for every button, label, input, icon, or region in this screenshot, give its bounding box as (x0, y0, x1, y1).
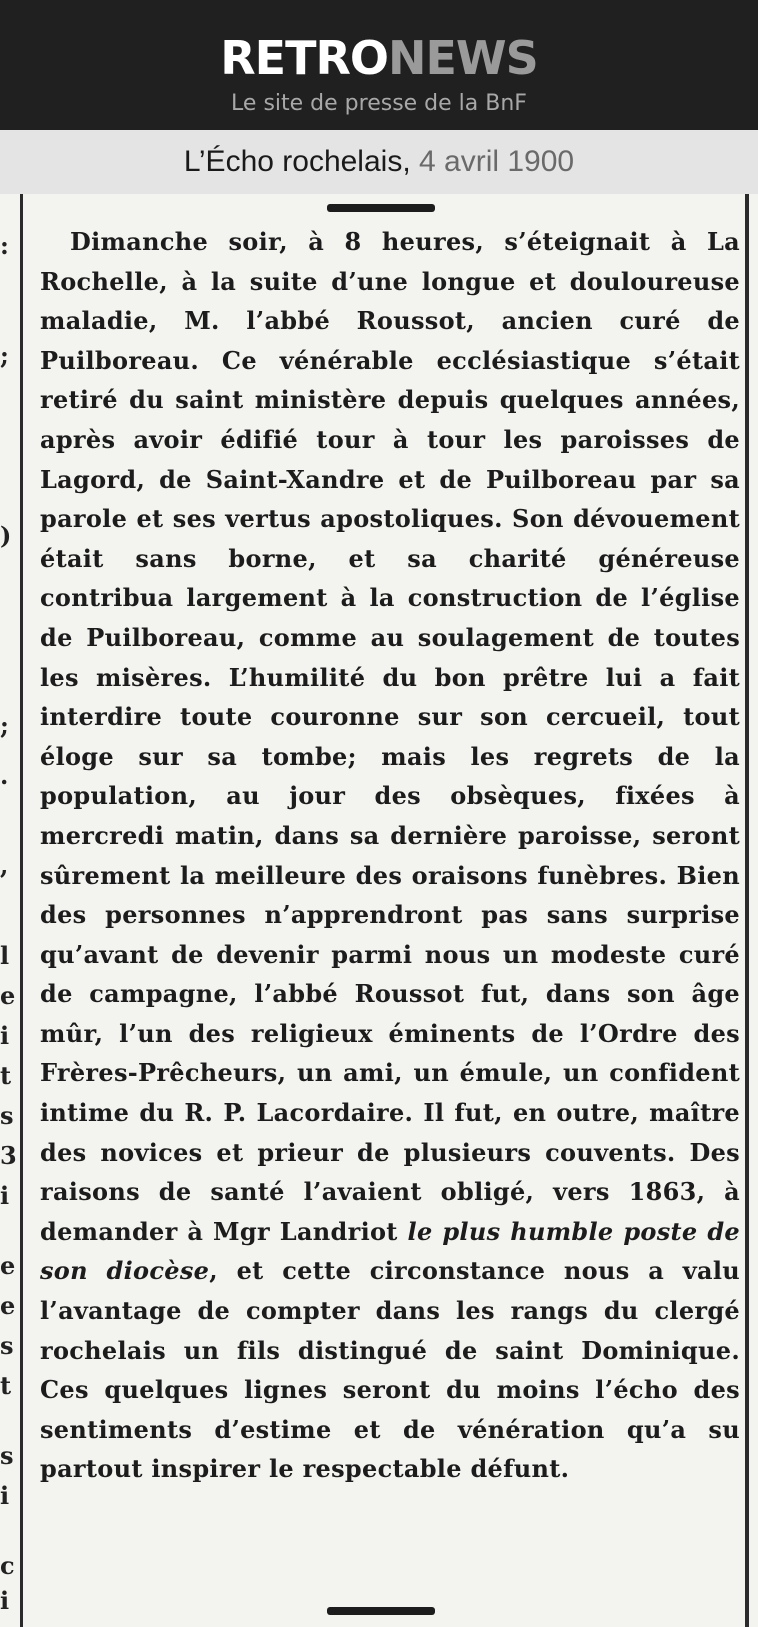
site-header (0, 0, 758, 130)
column-rule-left (20, 194, 23, 1627)
separator-bottom (327, 1607, 435, 1615)
source-bar (0, 130, 758, 194)
publication-date: 4 avril 1900 (419, 145, 575, 178)
separator-top (327, 204, 435, 212)
column-rule-right (745, 194, 749, 1627)
logo-news: NEWS (387, 31, 538, 85)
retronews-logo[interactable] (0, 30, 758, 86)
site-tagline: Le site de presse de la BnF (231, 91, 527, 116)
logo-retro: RETRO (220, 31, 388, 85)
publication-name: L’Écho rochelais, (183, 145, 411, 178)
article-text-part-1: Dimanche soir, à 8 heures, s’éteignait à La Rochelle, à la suite d’une longue et douloureuse maladie, M. l’abbé Roussot, ancien curé de Puilboreau. Ce vénérable ecclésiastique s’était retiré du saint ministère depuis quelques années, après avoir édifié tour à tour les paroisses de Lagord, de Saint-Xandre et de Puilboreau par sa parole et ses vertus apostoliques. Son dévouement était sans borne, et sa charité généreuse contribua largement à la construction de l’église de Puilboreau, comme au soulagement de toutes les misères. L’humilité du bon prêtre lui a fait interdire toute couronne sur son cercueil, tout éloge sur sa tombe; mais les regrets de la population, au jour des obsèques, fixées à mercredi matin, dans sa dernière paroisse, seront sûrement la meilleure des oraisons funèbres. Bien des personnes n’apprendront pas sans surprise qu’avant de devenir parmi nous un modeste curé de campagne, l’abbé Roussot fut, dans son âge mûr, l’un des religieux éminents de l’Ordre des Frères-Prêcheurs, un ami, un émule, un confident intime du R. P. Lacordaire. Il fut, en outre, maître des novices et prieur de plusieurs couvents. Des raisons de santé l’avaient obligé, vers 1863, à demander à Mgr Landriot (40, 227, 740, 1246)
article-text-part-2: , et cette circonstance nous a valu l’avantage de compter dans les rangs du clergé rochelais un fils distingué de saint Dominique. Ces quelques lignes seront du moins l’écho des sentiments d’estime et de vénération qu’a su partout inspirer le respectable défunt. (40, 1256, 741, 1484)
adjacent-column-fragments: : ; ) ; . , l e i t s 3 i e e s t s i c i (0, 231, 17, 1615)
article-body (40, 222, 740, 1489)
article-italic-quote: le plus humble poste de son diocèse (40, 1216, 740, 1286)
newspaper-clipping (0, 194, 758, 1627)
